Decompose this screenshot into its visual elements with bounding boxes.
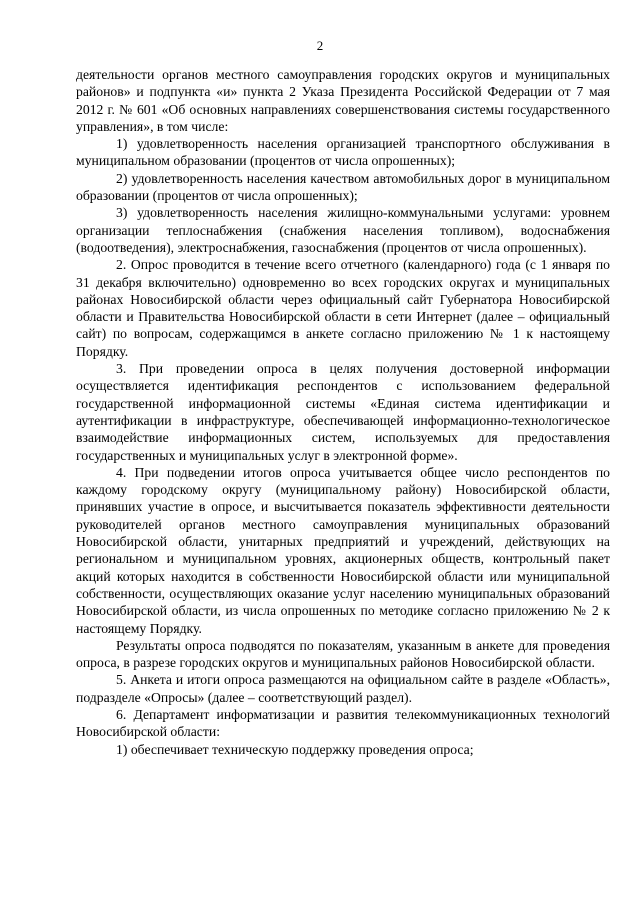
paragraph-clause-2: 2. Опрос проводится в течение всего отчетного (календарного) года (с 1 января по 31 декабря включительно) одновременно во всех городских округах и муниципальных районах Новосибирской области через официальный сайт Губернатора Новосибирской области и Правительства Новосибирской области в сети Интернет (далее – официальный сайт) по вопросам, содержащимся в анкете согласно приложению № 1 к настоящему Порядку. <box>76 257 610 359</box>
paragraph-clause-5: 5. Анкета и итоги опроса размещаются на официальном сайте в разделе «Область», подразделе «Опросы» (далее – соответствующий раздел). <box>76 672 610 705</box>
paragraph-clause-3: 3. При проведении опроса в целях получения достоверной информации осуществляется идентификация респондентов с использованием федеральной государственной информационной системы «Единая система идентификации и аутентификации в инфраструктуре, обеспечивающей информационно-технологическое взаимодействие информационных систем, используемых для предоставления государственных и муниципальных услуг в электронной форме». <box>76 361 610 463</box>
page-number: 2 <box>316 38 324 53</box>
paragraph-item-1-transport: 1) удовлетворенность населения организацией транспортного обслуживания в муниципальном образовании (процентов от числа опрошенных); <box>76 136 610 169</box>
paragraph-item-3-utilities: 3) удовлетворенность населения жилищно-коммунальными услугами: уровнем организации теплоснабжения (снабжения населения топливом), водоснабжения (водоотведения), электроснабжения, газоснабжения (процентов от числа опрошенных). <box>76 205 610 255</box>
paragraph-results: Результаты опроса подводятся по показателям, указанным в анкете для проведения опроса, в разрезе городских округов и муниципальных районов Новосибирской области. <box>76 637 610 671</box>
document-body <box>76 66 610 758</box>
paragraph-item-2-roads: 2) удовлетворенность населения качеством автомобильных дорог в муниципальном образовании (процентов от числа опрошенных); <box>76 170 610 204</box>
paragraph-intro-continuation: деятельности органов местного самоуправления городских округов и муниципальных районов» и подпункта «и» пункта 2 Указа Президента Российской Федерации от 7 мая 2012 г. № 601 «Об основных направлениях совершенствования системы государственного управления», в том числе: <box>76 67 610 134</box>
paragraph-clause-6: 6. Департамент информатизации и развития телекоммуникационных технологий Новосибирской области: <box>76 706 610 740</box>
paragraph-clause-4: 4. При подведении итогов опроса учитывается общее число респондентов по каждому городскому округу (муниципальному району) Новосибирской области, принявших участие в опросе, и высчитывается показатель эффективности деятельности руководителей органов местного самоуправления муниципальных образований Новосибирской области, унитарных предприятий и учреждений, действующих на региональном и муниципальном уровнях, акционерных обществ, контрольный пакет акций которых находится в собственности Новосибирской области или муниципальной собственности, осуществляющих оказание услуг населению муниципальных образований Новосибирской области, из числа опрошенных по методике согласно приложению № 2 к настоящему Порядку. <box>76 464 610 636</box>
paragraph-clause-6-item-1: 1) обеспечивает техническую поддержку проведения опроса; <box>116 741 474 757</box>
